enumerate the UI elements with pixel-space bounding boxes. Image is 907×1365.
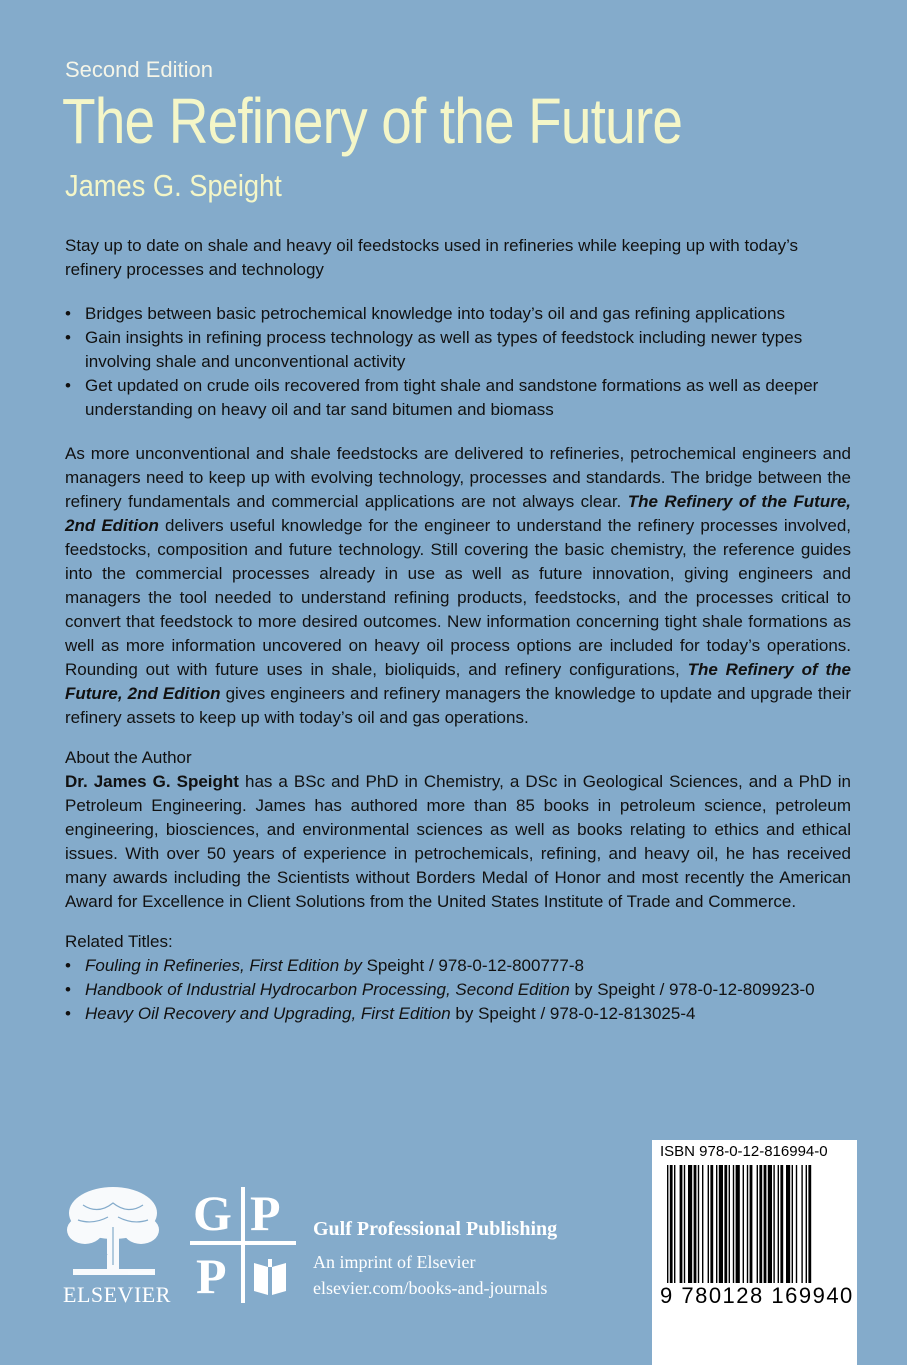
barcode xyxy=(667,1165,852,1283)
feature-list xyxy=(65,302,851,422)
related-title: Fouling in Refineries, First Edition by xyxy=(85,956,362,975)
related-list xyxy=(65,954,851,1026)
feature-item: • Get updated on crude oils recovered from tight shale and sandstone formations as well as deeper understanding on heavy oil and tar sand bitumen and biomass xyxy=(65,374,851,422)
description-text: As more unconventional and shale feedstocks are delivered to refineries, petrochemical engineers and managers need to keep up with evolving technology, processes and standards. The bridge between the refinery fundamentals and commercial applications are not always clear. xyxy=(65,444,851,511)
description xyxy=(65,442,851,730)
back-cover-text xyxy=(65,234,851,1026)
elsevier-wordmark: ELSEVIER xyxy=(63,1282,171,1307)
related-heading: Related Titles: xyxy=(65,932,173,951)
about-heading: About the Author xyxy=(65,748,192,767)
related-info: Speight / 978-0-12-800777-8 xyxy=(361,956,584,975)
about-author xyxy=(65,770,851,914)
feature-item: • Gain insights in refining process technology as well as types of feedstock including newer types involving shale and unconventional activity xyxy=(65,326,851,374)
barcode-number: 9 780128 169940 xyxy=(660,1283,854,1308)
publisher-imprint: An imprint of Elsevier xyxy=(313,1252,476,1272)
related-item xyxy=(65,978,851,1002)
edition-label: Second Edition xyxy=(65,57,213,82)
isbn-label: ISBN 978-0-12-816994-0 xyxy=(660,1143,828,1160)
gpp-letter: P xyxy=(196,1248,227,1304)
related-info: by Speight / 978-0-12-813025-4 xyxy=(450,1004,696,1023)
publisher-name: Gulf Professional Publishing xyxy=(313,1218,558,1240)
author-name: James G. Speight xyxy=(65,168,282,203)
about-author-name: Dr. James G. Speight xyxy=(65,772,239,791)
related-item xyxy=(65,954,851,978)
gpp-logo xyxy=(188,1185,298,1305)
related-item xyxy=(65,1002,851,1026)
related-title: Heavy Oil Recovery and Upgrading, First Edition xyxy=(85,1004,451,1023)
description-text: delivers useful knowledge for the engineer to understand the refinery processes involved, feedstocks, composition and future technology. Still covering the basic chemistry, the reference guides into the commercial processes already in use as well as future innovation, giving engineers and managers the tool needed to understand refining products, feedstocks, and the processes critical to convert that feedstock to more desired outcomes. New information concerning tight shale formations as well as more information uncovered on heavy oil process options are included for today’s operations. Rounding out with future uses in shale, bioliquids, and refinery configurations, xyxy=(65,516,851,679)
related-title: Handbook of Industrial Hydrocarbon Processing, Second Edition xyxy=(85,980,570,999)
description-text: gives engineers and refinery managers the knowledge to update and upgrade their refinery assets to keep up with today’s oil and gas operations. xyxy=(65,684,851,727)
description-title: The Refinery of the Future, 2nd Edition xyxy=(65,660,852,703)
book-icon xyxy=(254,1259,286,1295)
description-title: The Refinery of the Future, 2nd Edition xyxy=(65,492,851,535)
about-author-text: has a BSc and PhD in Chemistry, a DSc in Geological Sciences, and a PhD in Petroleum Engineering. James has authored more than 85 books in petroleum science, petroleum engineering, biosciences, and environmental sciences as well as books relating to ethics and ethical issues. With over 50 years of experience in petrochemicals, refining, and heavy oil, he has received many awards including the Scientists without Borders Medal of Honor and most recently the American Award for Excellence in Client Solutions from the United States Institute of Trade and Commerce. xyxy=(65,772,851,911)
elsevier-tree-logo xyxy=(63,1185,163,1280)
book-title: The Refinery of the Future xyxy=(62,85,683,157)
feature-item: • Bridges between basic petrochemical knowledge into today’s oil and gas refining applications xyxy=(65,302,851,326)
publisher-url: elsevier.com/books-and-journals xyxy=(313,1278,548,1298)
tagline: Stay up to date on shale and heavy oil feedstocks used in refineries while keeping up with today’s refinery processes and technology xyxy=(65,236,799,279)
gpp-letter: G xyxy=(193,1185,232,1241)
related-info: by Speight / 978-0-12-809923-0 xyxy=(569,980,815,999)
gpp-letter: P xyxy=(250,1185,281,1241)
